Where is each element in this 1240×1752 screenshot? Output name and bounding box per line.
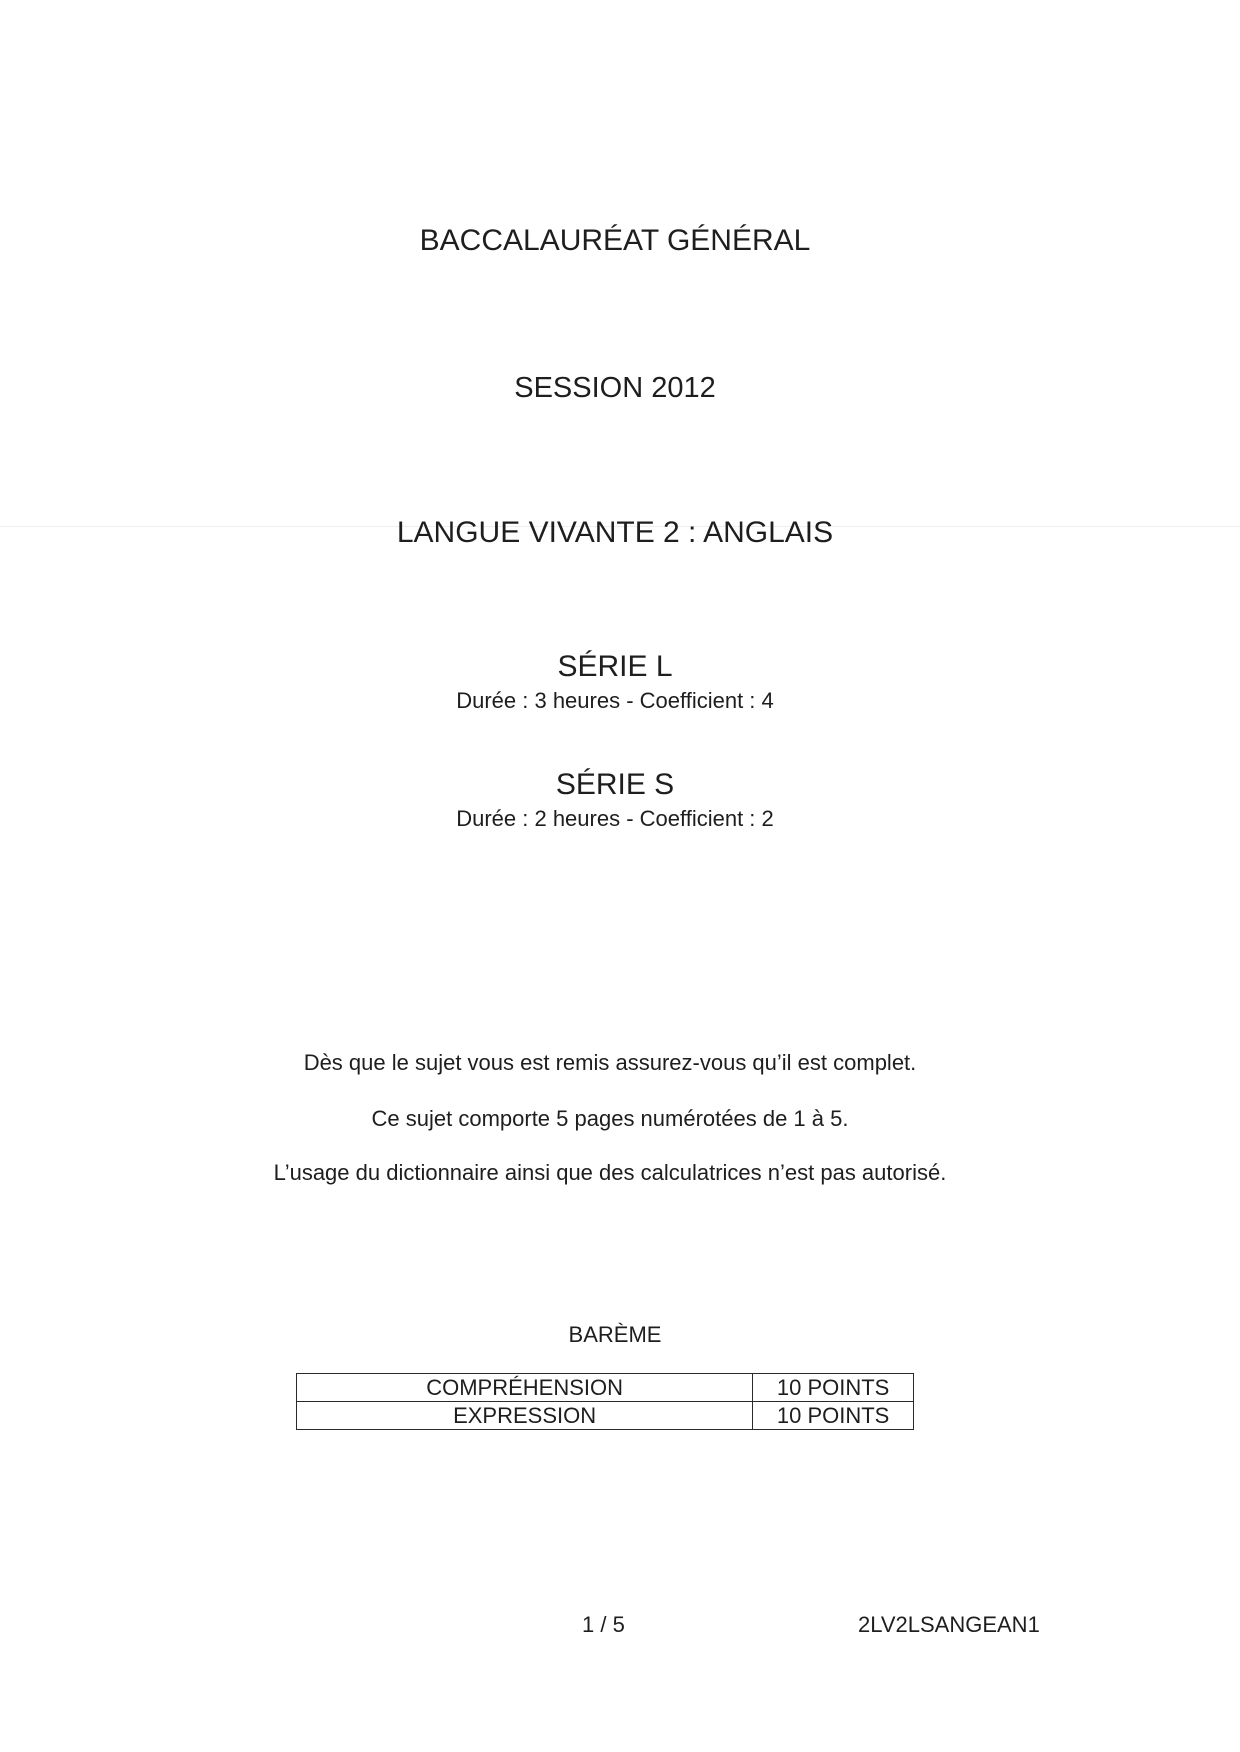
instruction-complete-check: Dès que le sujet vous est remis assurez-vous qu’il est complet. [303, 1050, 917, 1075]
bareme-title: BARÈME [568, 1322, 662, 1347]
serie-s-details: Durée : 2 heures - Coefficient : 2 [456, 806, 774, 831]
serie-s-heading: SÉRIE S [555, 768, 675, 801]
exam-code: 2LV2LSANGEAN1 [858, 1612, 1040, 1637]
instruction-page-count: Ce sujet comporte 5 pages numérotées de 1 à 5. [371, 1106, 849, 1131]
page-number: 1 / 5 [582, 1612, 625, 1637]
exam-subject: LANGUE VIVANTE 2 : ANGLAIS [396, 516, 834, 549]
bareme-comprehension-points: 10 POINTS [753, 1374, 914, 1402]
table-row [297, 1402, 914, 1430]
bareme-expression-points: 10 POINTS [753, 1402, 914, 1430]
bareme-expression-label: EXPRESSION [297, 1402, 753, 1430]
exam-title: BACCALAURÉAT GÉNÉRAL [419, 224, 811, 257]
serie-l-heading: SÉRIE L [557, 650, 673, 683]
table-row [297, 1374, 914, 1402]
instruction-no-dictionary: L’usage du dictionnaire ainsi que des calculatrices n’est pas autorisé. [273, 1160, 947, 1185]
bareme-comprehension-label: COMPRÉHENSION [297, 1374, 753, 1402]
bareme-table [296, 1373, 914, 1430]
serie-l-details: Durée : 3 heures - Coefficient : 4 [456, 688, 774, 713]
exam-session: SESSION 2012 [514, 372, 716, 404]
